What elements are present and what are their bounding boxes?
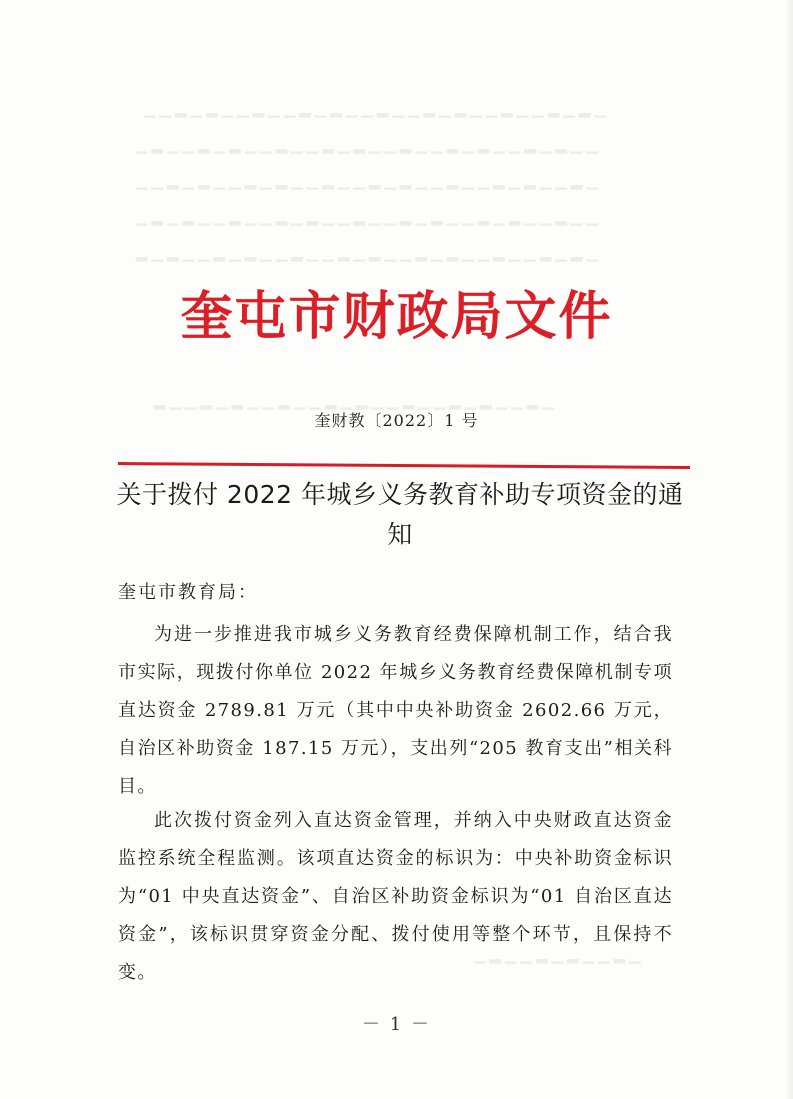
page-number: － 1 －: [362, 1014, 431, 1035]
show-through-line: ▁▂▁▁▂▁▂▁▁▂▁▁▂▁▂▁▁▂▁▁▂▁▂▁▁▂▁▂▁▁: [132, 172, 599, 190]
letterhead-title: 奎屯市财政局文件: [180, 286, 613, 347]
show-through-line: ▁▂▁▂▁▁▂▁▁▂▁▂▁▁▂▁▂▁▁▂▁▁▂▁▂▁▁▂▁▂: [132, 244, 599, 262]
body-paragraph: 为进一步推进我市城乡义务教育经费保障机制工作，结合我市实际，现拨付你单位 2022 年城乡义务教育经费保障机制专项直达资金 2789.81 万元（其中中央补助资金 2602.66 万元，自治区补助资金 187.15 万元），支出列“205 教育支出”相关科目。: [118, 624, 673, 797]
show-through-line: ▁▂▁▁▂▁▂▁▁▂▁: [470, 946, 641, 964]
recipient-line: 奎屯市教育局：: [118, 582, 258, 603]
show-through-line: ▁▁▂▁▁▂▁▂▁▁▂▁▂▁▁▂▁▁▂▁▂▁▁▂▁▁▂▁▂▁: [132, 208, 599, 226]
body-paragraph: 此次拨付资金列入直达资金管理，并纳入中央财政直达资金监控系统全程监测。该项直达资金的标识为：中央补助资金标识为“01 中央直达资金”、自治区补助资金标识为“01 自治区直达资金”，该标识贯穿资金分配、拨付使用等整个环节，且保持不变。: [118, 810, 673, 983]
show-through-line: ▁▂▁▂▁▁▂▁▁▂▁▂▁▁▂▁▁▂▁▂▁▁▂▁▁▂▁▂▁▁: [140, 100, 607, 118]
red-divider-rule: [118, 462, 690, 469]
notice-title: 关于拨付 2022 年城乡义务教育补助专项资金的通知: [116, 480, 684, 549]
page-edge-shadow: [785, 0, 793, 1099]
document-number: 奎财教〔2022〕1 号: [314, 411, 479, 430]
show-through-line: ▁▁▂▁▂▁▁▂▁▂▁▁▂▁▁▂▁▂▁▁▂▁▁▂▁▂▁▁▂▁: [132, 136, 599, 154]
show-through-line: ▁▂▁▁▂▁▂▁▁▂▁▁▂▁▂▁▁▂▁▁▂▁▂▁▁▂: [150, 392, 554, 410]
